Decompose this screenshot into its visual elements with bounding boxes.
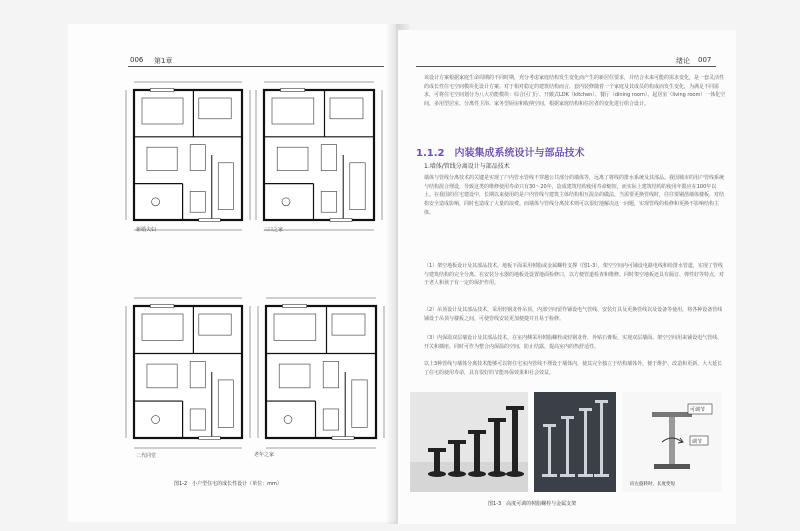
left-page-number: 006 — [130, 56, 144, 64]
right-page-number: 007 — [698, 56, 712, 64]
open-book — [68, 24, 736, 524]
subsection-title: 1.墙体/管线分离设计与部品技术 — [424, 163, 510, 170]
body-paragraph-5: 以上3种管线与墙体分离技术能够可以将住宅室内管线不埋设于墙体内，使其完全独立于结构墙体外，便于维护、改造和更新，大大延长了住宅的使用寿命，具有很好的节能环保效果和社会效益。 — [424, 361, 723, 376]
plan-2-outer-wall — [264, 90, 374, 220]
diagram-label-rotation: 向左旋转时，长度变短 — [630, 482, 675, 487]
body-paragraph-3: （2）吊顶设计及其部品技术，采用轻钢龙骨吊顶，内部空间留作铺设电气管线、安装灯具及更换管线以及设备等使用，将各种设备管线铺设于吊顶与楼板之间，可使管线安装更加便捷并且易于检修。 — [424, 307, 723, 322]
chapter-label: 第1章 — [154, 57, 173, 65]
plan-4-outer-wall — [266, 306, 376, 438]
diagram-label-adjustable: 可调节 — [690, 407, 706, 413]
body-paragraph-4: （3）内保温双层墙设计及其部品技术，在室内侧采用树脂螺栓或轻钢龙骨，外贴石膏板，实现双层墙面。架空空间用来铺设电气管线、开关和插座，同时可作为整合内保温的空间，防止结露，提高室内的热舒适性。 — [424, 335, 723, 350]
plan-4-window-top — [283, 305, 307, 308]
plan-1-window-top — [150, 89, 174, 92]
plan-2-window-top — [281, 89, 305, 92]
section-title: 1.1.2 内装集成系统设计与部品技术 — [416, 148, 585, 159]
body-paragraph-1: 墙体与管线分离技术的关键是实现了户内管水管线不穿越公共部分的墙体等，远离了将线的排水系统及其部品。我国城市的用户管线系统与结构混合埋设，导致这类的维修使用寿命只有30～20年，造成建筑结构使用寿命缩短，而实际上建筑结构的使用年限应在100年以上。在我国的住宅建设中，长期以来使用的是户内管线与建筑主体结构相互混杂的做法，当需要更换管线时，往往要剔凿墙体楼板，对结构安全造成影响，同时也造成了大量的浪费。而墙体与管线分离技术则可以很好地解决这一问题，实现管线的检修和更换不影响结构主体。 — [424, 175, 725, 216]
resin-bolts-photo — [410, 392, 528, 492]
plan-3-outer-wall — [134, 306, 242, 438]
right-figure-caption: 图1-3 高度可调的树脂螺栓与金属支架 — [488, 501, 577, 507]
right-page — [398, 30, 736, 524]
plan-3-window-bottom — [199, 437, 221, 440]
metal-supports-photo — [534, 392, 616, 492]
plan-4-window-bottom — [332, 437, 354, 440]
plan-1-outer-wall — [134, 90, 242, 220]
plan-caption-3: 二代同堂 — [136, 453, 157, 459]
plan-caption-1: 新婚夫妇 — [136, 227, 157, 233]
diagram-label-adjust: 调节 — [692, 439, 703, 445]
plan-caption-4: 老年之家 — [254, 452, 275, 458]
floor-plans-figure — [116, 72, 386, 512]
right-header-rule — [416, 66, 716, 67]
bolt-diagram — [622, 392, 722, 492]
intro-paragraph: 该设计方案根据家庭生命周期的不同时期，充分考虑家庭结构发生变化而产生的新居住要求，并结合未来可能的需求变化，是一套灵活性的成长性住宅空间模块化设计方案。对于相对稳定的建筑结构而言，套内装修随着一个家庭及其成员的构成而发生变化，为满足不同需求，可将住宅空间划分为八大功能模块：综合区门厅、开敞式LDK（kitchen）、餐厅（dining room）、起居室（living room）一体化空间，多用型居室、分离性卫浴、家务型厨房和收纳空间，根据家庭结构和住居者的变化进行组合设计。 — [424, 75, 726, 108]
plan-3-window-top — [150, 305, 174, 308]
plan-caption-2: 三口之家 — [263, 227, 284, 233]
body-paragraph-2: （1）架空地板设计及其部品技术，地板下面采用树脂或金属螺栓支撑（图1-3），架空空间内可铺设电路电线和给排水管道，实现了管线与建筑结构的完全分离。在安装分水器的地板处设置地面检修口，以方便管道检查和维修。同时架空地板还具有隔音、弹性好等特点，对于老人和孩子有一定的保护作用。 — [424, 263, 725, 287]
left-header-rule — [128, 66, 384, 67]
left-page — [68, 24, 396, 522]
right-header-title: 绪论 — [676, 57, 690, 65]
plan-1-window-bottom — [199, 219, 221, 222]
plan-2-window-bottom — [330, 219, 352, 222]
left-figure-caption: 图1-2 小户型住宅的成长性设计（单位：mm） — [174, 481, 282, 487]
